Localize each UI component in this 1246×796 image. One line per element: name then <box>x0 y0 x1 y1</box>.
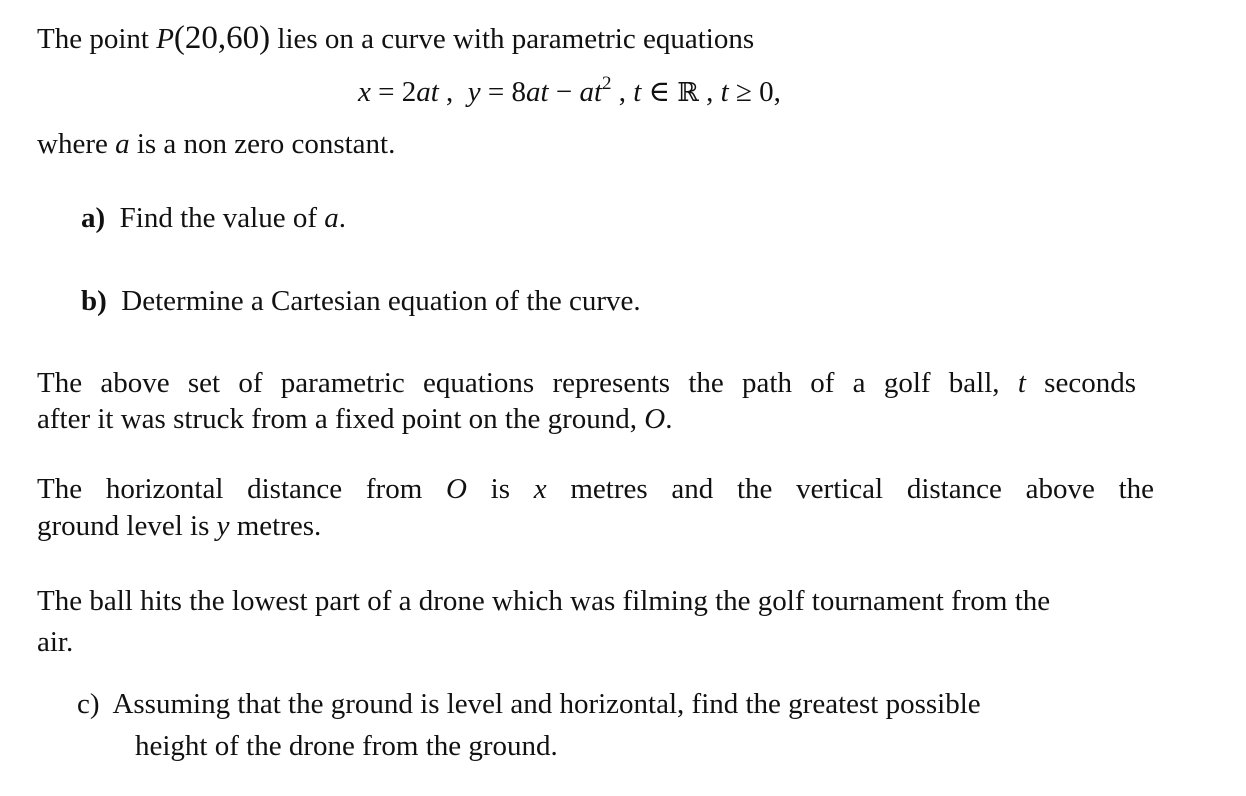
part-b-label: b) <box>81 285 107 317</box>
point-coords: (20,60) <box>173 20 271 56</box>
para2-var-x: x <box>533 473 547 505</box>
para2-text-4: ground level is <box>37 510 210 542</box>
para1-var-o: O <box>644 403 666 435</box>
para2-text-1: The horizontal distance from <box>37 473 423 505</box>
eq-t-var: t <box>633 76 642 108</box>
point-label: P <box>156 23 174 55</box>
parametric-equation <box>358 74 781 114</box>
eq-y-eq: = 8 <box>480 76 527 108</box>
part-c-line2 <box>135 728 558 764</box>
where-text-1: where <box>37 128 108 160</box>
para1-line2 <box>37 401 672 437</box>
eq-in-symbol: ∈ <box>641 76 678 108</box>
intro-text-2: lies on a curve with parametric equations <box>277 23 755 55</box>
para1-var-t: t <box>1017 367 1026 399</box>
intro-text-1: The point <box>37 23 149 55</box>
eq-y-rhs-2: at <box>579 76 603 108</box>
part-c-text-1: Assuming that the ground is level and horizontal, find the greatest possible <box>112 688 981 720</box>
eq-y-var: y <box>467 76 481 108</box>
intro-line <box>37 20 754 57</box>
eq-t-var-2: t <box>720 76 729 108</box>
para1-text-3: after it was struck from a fixed point on the ground, <box>37 403 637 435</box>
part-c-line1 <box>77 686 981 722</box>
eq-sep-2: , <box>611 76 634 108</box>
eq-minus: − <box>548 76 580 108</box>
where-line <box>37 126 395 162</box>
eq-x-rhs: at <box>416 76 439 108</box>
part-c-label: c) <box>77 688 100 720</box>
part-b-text: Determine a Cartesian equation of the curve. <box>121 285 641 317</box>
part-a-end: . <box>338 202 346 234</box>
para1-text-4: . <box>665 403 673 435</box>
eq-reals-symbol: ℝ <box>677 78 699 108</box>
eq-sep-3: , <box>698 76 721 108</box>
where-var: a <box>115 128 130 160</box>
para1-text-1: The above set of parametric equations represents the path of a golf ball, <box>37 367 1000 399</box>
para3-text-2: air. <box>37 626 74 658</box>
para1-line1 <box>37 365 1136 401</box>
part-c-text-2: height of the drone from the ground. <box>135 730 558 762</box>
part-b <box>81 283 641 319</box>
para2-text-5: metres. <box>236 510 322 542</box>
part-a-label: a) <box>81 202 106 234</box>
para2-line2 <box>37 508 321 544</box>
para3-text-1: The ball hits the lowest part of a drone which was filming the golf tournament from the <box>37 585 1051 617</box>
eq-x-eq: = 2 <box>370 76 417 108</box>
eq-condition: ≥ 0, <box>728 76 781 108</box>
para3-line1 <box>37 583 1050 619</box>
para2-var-y: y <box>216 510 230 542</box>
para2-line1 <box>37 471 1154 507</box>
eq-y-rhs-1: at <box>526 76 549 108</box>
eq-x-var: x <box>358 76 371 108</box>
where-text-2: is a non zero constant. <box>136 128 396 160</box>
part-a <box>81 200 346 236</box>
para2-var-o: O <box>445 473 467 505</box>
eq-exponent: 2 <box>602 73 612 94</box>
para3-line2 <box>37 624 73 660</box>
part-a-var: a <box>324 202 339 234</box>
para2-text-2: is <box>490 473 511 505</box>
eq-sep-1: , <box>438 76 454 108</box>
para2-text-3: metres and the vertical distance above the <box>570 473 1154 505</box>
para1-text-2: seconds <box>1044 367 1136 399</box>
part-a-text: Find the value of <box>119 202 317 234</box>
